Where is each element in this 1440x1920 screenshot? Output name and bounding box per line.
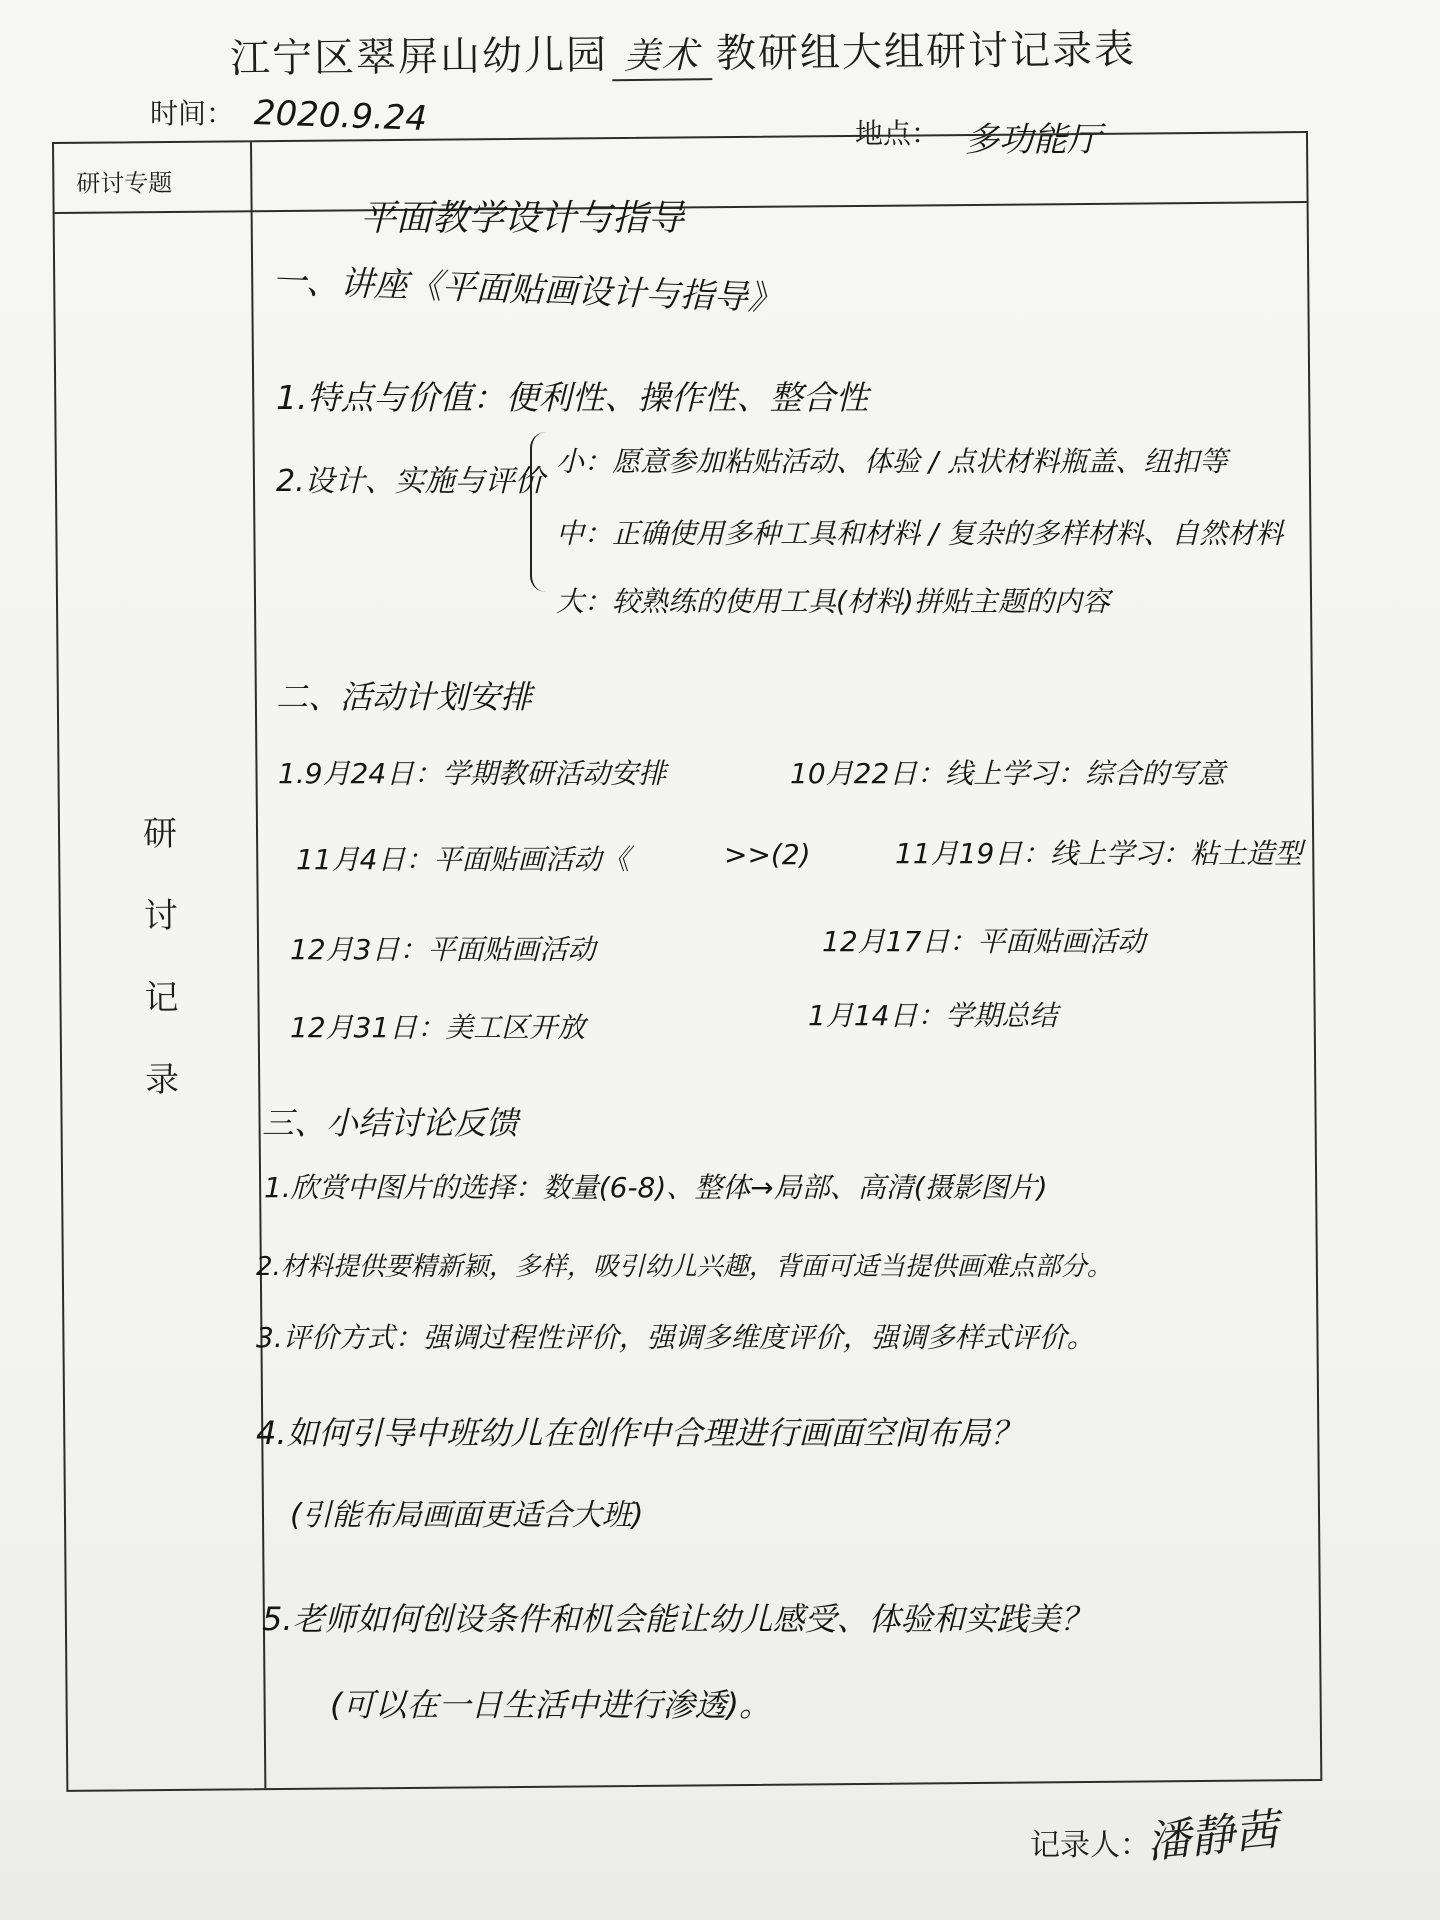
time-value: 2020.9.24 — [253, 92, 428, 140]
title-suffix: 教研组大组研讨记录表 — [715, 26, 1137, 78]
summary-item3: 3.评价方式：强调过程性评价，强调多维度评价，强调多样式评价。 — [256, 1321, 1095, 1354]
record-label — [138, 793, 185, 1121]
summary-item4: 4.如何引导中班幼儿在创作中合理进行画面空间布局？ — [256, 1414, 1023, 1452]
plan-row2-left: 11月4日：平面贴画活动《 — [296, 843, 630, 876]
summary-item5-answer: (可以在一日生活中进行渗透)。 — [330, 1686, 771, 1724]
plan-row2-right: 11月19日：线上学习：粘土造型 — [895, 837, 1303, 870]
section1-heading: 一、讲座《平面贴画设计与指导》 — [271, 261, 783, 319]
record-label-char: 研 — [142, 813, 178, 855]
title-group-handwritten: 美术 — [612, 27, 713, 81]
section1-middle-class: 中：正确使用多种工具和材料 / 复杂的多样材料、自然材料 — [556, 517, 1284, 550]
column-divider — [250, 142, 266, 1788]
summary-item4-answer: (引能布局画面更适合大班) — [290, 1498, 644, 1533]
section1-item1: 1.特点与价值：便利性、操作性、整合性 — [276, 378, 869, 417]
plan-row1-left: 1.9月24日：学期教研活动安排 — [278, 757, 667, 790]
brace-shape — [530, 432, 552, 592]
section1-item2: 2.设计、实施与评价 — [276, 464, 545, 499]
topic-value: 平面教学设计与指导 — [360, 198, 685, 239]
place-label: 地点： — [855, 117, 940, 150]
summary-item5: 5.老师如何创设条件和机会能让幼儿感受、体验和实践美？ — [262, 1600, 1093, 1638]
summary-item2: 2.材料提供要精新颖，多样，吸引幼儿兴趣，背面可适当提供画难点部分。 — [256, 1252, 1113, 1282]
topic-label: 研讨专题 — [76, 168, 173, 198]
plan-row3-left: 12月3日：平面贴画活动 — [290, 933, 596, 966]
title-prefix: 江宁区翠屏山幼儿园 — [229, 32, 609, 83]
recorder-signature: 潘静茜 — [1144, 1804, 1281, 1869]
plan-row4-left: 12月31日：美工区开放 — [290, 1011, 586, 1044]
plan-row4-right: 1月14日：学期总结 — [808, 999, 1058, 1032]
section1-large-class: 大：较熟练的使用工具(材料)拼贴主题的内容 — [556, 585, 1110, 618]
sheet-title — [230, 17, 1231, 85]
plan-row2-mid: >>(2) — [724, 838, 811, 871]
section3-heading: 三、小结讨论反馈 — [262, 1104, 519, 1142]
plan-row3-right: 12月17日：平面贴画活动 — [822, 925, 1146, 958]
time-label: 时间： — [150, 97, 235, 130]
summary-item1: 1.欣赏中图片的选择：数量(6-8)、整体→局部、高清(摄影图片) — [264, 1171, 1048, 1204]
section2-heading: 二、活动计划安排 — [276, 678, 533, 716]
recorder-label: 记录人： — [1030, 1828, 1150, 1863]
plan-row1-right: 10月22日：线上学习：综合的写意 — [790, 757, 1226, 790]
record-label-char: 录 — [145, 1059, 180, 1101]
place-value: 多功能厅 — [965, 120, 1101, 160]
record-label-char: 讨 — [143, 895, 178, 937]
record-label-char: 记 — [144, 977, 179, 1019]
section1-small-class: 小：愿意参加粘贴活动、体验 / 点状材料瓶盖、纽扣等 — [556, 445, 1228, 478]
